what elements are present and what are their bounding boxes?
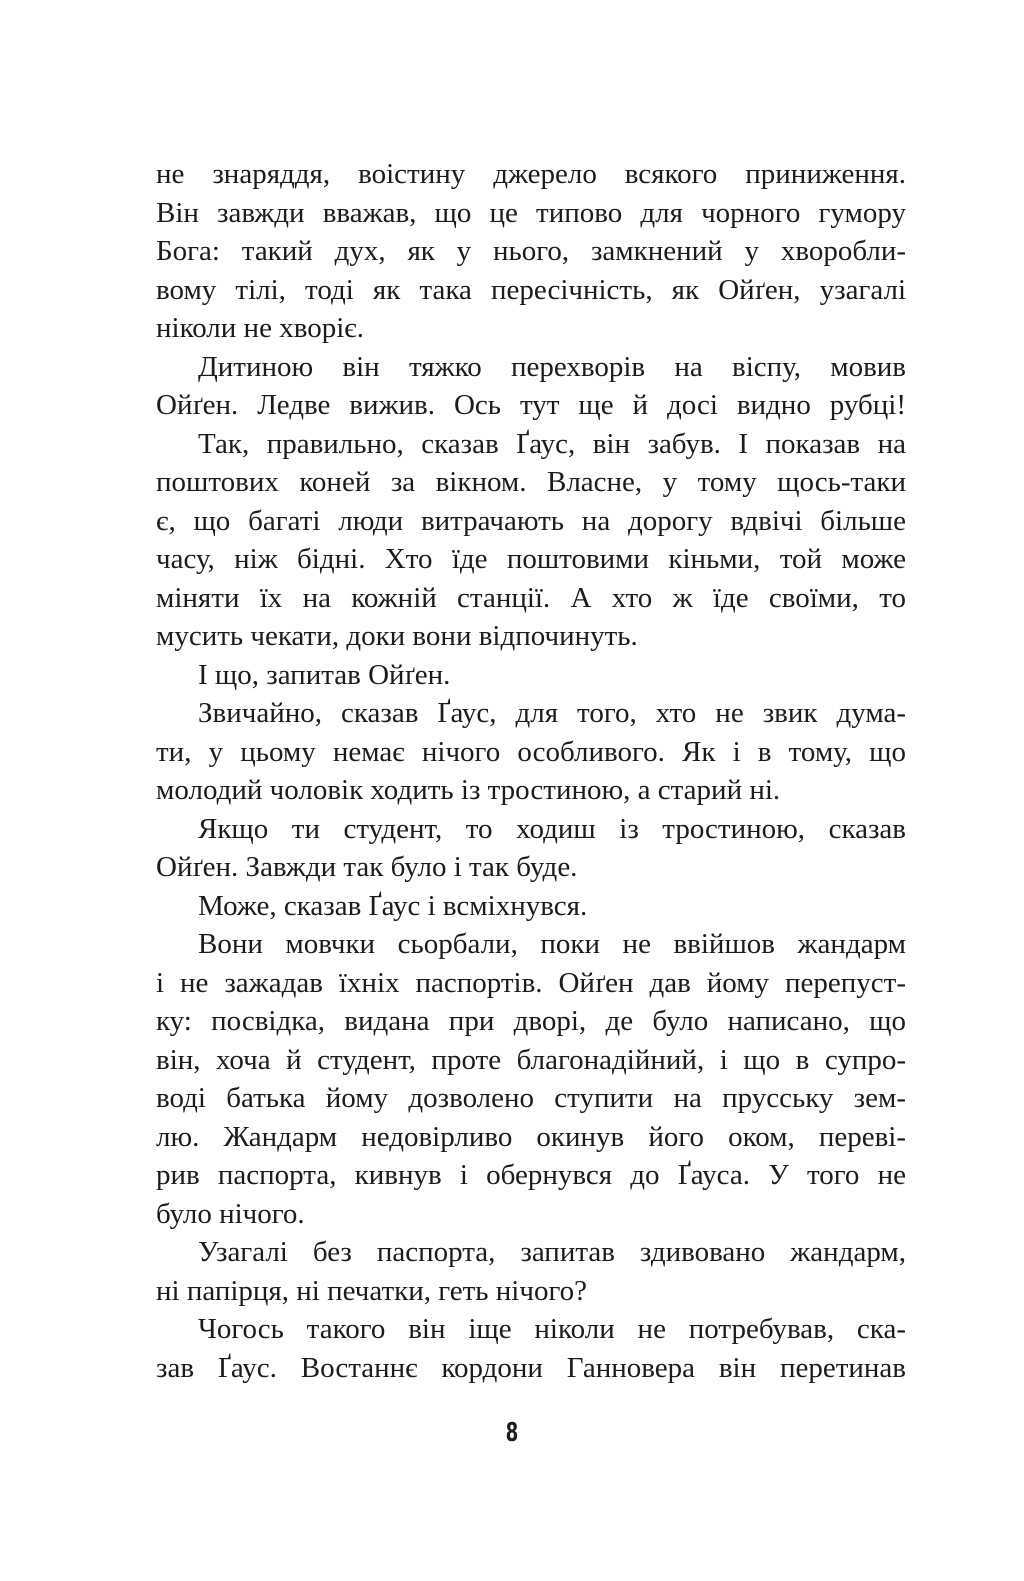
text-line: Якщо ти студент, то ходиш із тростиною, сказав xyxy=(198,812,906,845)
text-line: ніколи не хворіє. xyxy=(156,312,364,344)
text-line: Так, правильно, сказав Ґаус, він забув. І показав на xyxy=(198,427,906,460)
text-line: і не зажадав їхніх паспортів. Ойґен дав йому перепуст- xyxy=(156,966,906,999)
text-line: молодий чоловік ходить із тростиною, а старий ні. xyxy=(156,774,781,806)
text-line: Узагалі без паспорта, запитав здивовано жандарм, xyxy=(198,1236,906,1268)
text-line: не знаряддя, воістину джерело всякого приниження. xyxy=(156,158,906,190)
text-line: зав Ґаус. Востаннє кордони Ганновера він перетинав xyxy=(156,1351,906,1384)
text-line: часу, ніж бідні. Хто їде поштовими кіньми, той може xyxy=(156,543,906,575)
text-line: вому тілі, тоді як така пересічність, як Ойґен, узагалі xyxy=(156,273,906,306)
page-number: 8 xyxy=(505,1418,519,1448)
text-line: Він завжди вважав, що це типово для чорного гумору xyxy=(156,196,906,229)
text-line: поштових коней за вікном. Власне, у тому щось-таки xyxy=(156,466,906,498)
text-line: ти, у цьому немає нічого особливого. Як і в тому, що xyxy=(156,735,906,768)
text-line: І що, запитав Ойґен. xyxy=(198,658,451,691)
text-line: було нічого. xyxy=(156,1197,305,1230)
text-line: Може, сказав Ґаус і всміхнувся. xyxy=(198,889,588,922)
text-line: Бога: такий дух, як у нього, замкнений у хворобли- xyxy=(156,235,906,267)
text-line: Звичайно, сказав Ґаус, для того, хто не звик дума- xyxy=(198,697,906,729)
text-line: він, хоча й студент, проте благонадійний, і що в супро- xyxy=(156,1043,906,1076)
body-text xyxy=(156,155,906,1387)
text-line: лю. Жандарм недовірливо окинув його оком, переві- xyxy=(156,1120,906,1153)
text-line: міняти їх на кожній станції. А хто ж їде своїми, то xyxy=(156,581,906,614)
text-line: мусить чекати, доки вони відпочинуть. xyxy=(156,620,638,652)
text-line: рив паспорта, кивнув і обернувся до Ґауса. У того не xyxy=(156,1159,906,1191)
text-line: Дитиною він тяжко перехворів на віспу, мовив xyxy=(198,350,906,383)
text-line: Ойґен. Ледве вижив. Ось тут ще й досі видно рубці! xyxy=(156,389,906,421)
text-line: Чогось такого він іще ніколи не потребував, ска- xyxy=(198,1313,906,1345)
text-line: Вони мовчки сьорбали, поки не ввійшов жандарм xyxy=(198,928,906,960)
text-line: ку: посвідка, видана при дворі, де було написано, що xyxy=(156,1005,906,1037)
text-line: є, що багаті люди витрачають на дорогу вдвічі більше xyxy=(156,504,906,537)
text-line: ні папірця, ні печатки, геть нічого? xyxy=(156,1274,587,1307)
text-line: Ойґен. Завжди так було і так буде. xyxy=(156,851,578,883)
text-line: воді батька йому дозволено ступити на прусську зем- xyxy=(156,1082,906,1114)
